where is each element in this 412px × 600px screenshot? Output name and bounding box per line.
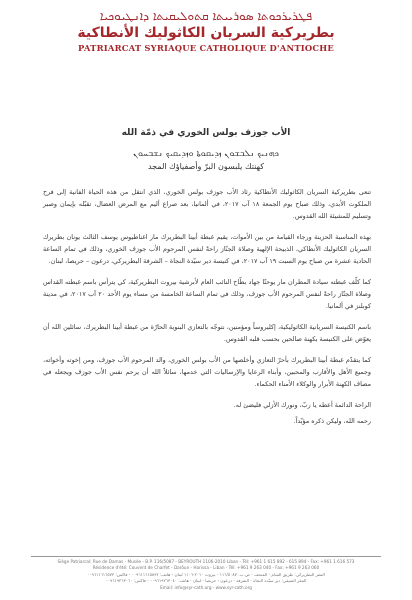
page-footer: [0, 556, 412, 591]
paragraph: رحمه الله، وليكن ذكره مؤبّداً.: [293, 417, 371, 425]
subtitle-syriac: ܟܗܢܝܟ ܢܠܒܫܘܢ ܙܕܝܩܘܬܐ ܘܙܕܝܩܝܟ ܢܫܒܚܘܢ: [133, 149, 279, 159]
subtitle-arabic: كهنتك يلبسون البرّ وأصفياؤك المجد: [147, 162, 265, 171]
letterhead-arabic: بطريركية السريان الكاثوليك الأنطاكية: [77, 25, 335, 41]
footer-contact: Email: info@syr-cath.org - www.syr-cath.org: [160, 584, 252, 590]
footer-divider: [31, 556, 381, 557]
page-title: الأب جوزف بولس الخوري في ذمّة الله: [121, 128, 291, 138]
paragraph: باسم الكنيسة السريانية الكاثوليكية، إكليروساً ومؤمنين، نتوجّه بالتعازي البنوية الحارّة من غبطة أبينا البطريرك، سائلين الله أن يعوّض على الكنيسة بكهنة صالحين بحسب قلبه القدوس.: [43, 323, 371, 343]
letterhead-syriac: ܦܛܪܝܪܟܘܬܐ ܣܘܪܝܝܬܐ ܩܬܘܠܝܩܝܬܐ ܕܐܢܛܝܘܟܝܐ: [99, 9, 313, 23]
paragraph: تنعى بطريركية السريان الكاثوليك الأنطاكية رئاد الأب جوزف بولس الخوري، الذي انتقل من هذه الحياة الفانية إلى فرح الملكوت الأبدي، وذلك صباح يوم الجمعة ١٨ آب ٢٠١٧، في ألمانيا، بعد صراع أليم مع المرض العضال، تقبّله بإيمان وصبر وتسليم للمشيئة الله القدوس.: [43, 188, 371, 220]
paragraph: كما كلّف غبطته سيادة المطران مار يوحنّا جهاد بطّاح النائب العام لأبرشية بيروت البطريركية، كي يترأس باسم غبطته القداس وصلاة الجنّاز راحةً لنفس المرحوم الأب جوزف، وذلك في تمام الساعة الخامسة من مساء يوم الأحد ٢٠ آب ٢٠١٧، في مدينة كوبلنز في ألمانيا.: [43, 278, 372, 310]
letterhead-french: PATRIARCAT SYRIAQUE CATHOLIQUE D'ANTIOCHE: [78, 43, 334, 53]
footer-address-french: Siège Patriarcal: Rue de Damas - Musée - B.P. 116/5087 - BEYROUTH 1106-2010 Liban - Tél: +961 1 615 892 - 615 894 - Fax: +961 1 616 573: [57, 559, 355, 564]
paragraph: كما يتقدّم غبطة أبينا البطريرك بأحرّ التعازي وأخلصها من الأب بولس الخوري، والد المرحوم الأب جوزف، ومن إخوته وأخواته، وجميع الأهل والأقارب والمحبين، وأبناء الرعايا والإرساليات التي خدمها، سائلاً الله أن يرحم نفس الأب جوزف ويجعله في مصاف الكهنة الأبرار والوكلاء الأمناء الحكماء.: [43, 356, 371, 388]
letterhead: [0, 8, 412, 54]
paragraph: الراحة الدائمة أعطه يا ربّ، ونورك الأزلي فليضئ له.: [233, 401, 371, 409]
footer-address-arabic: المقر البطريركي: طريق الشام - المتحف - ص.ب. ١١٦/٥٠٨٧ - بيروت ٢٠١٠-١١٠٦ لبنان - هاتف: ٠٠٩٦١١٦١٥٨٩٢ - فاكس: ٠٠٩٦١١٦١٦٥٧٣: [87, 571, 325, 577]
letter-body: [43, 186, 371, 431]
footer-summer-arabic: المقر الصيفي: دير سيّدة النجاة - الشرفة - درعون - حريصا - لبنان - هاتف: ٠٠٩٦١٩٢٦٣٠٤٠ - فاكس: ٠٠٩٦١٩٢٦٣٠٦٠: [105, 578, 307, 584]
paragraph: بهذه المناسبة الحزينة ورجاء القيامة من بين الأموات، يقيم غبطة أبينا البطريرك مار اغناطيوس يوسف الثالث يونان بطريرك السريان الكاثوليك الأنطاكي، الذبيحة الإلهية وصلاة الجنّاز راحةً لنفس المرحوم الأب جوزف الخوري، وذلك في تمام الساعة الحادية عشرة من صباح يوم السبت ١٩ آب ٢٠١٧، في كنيسة دير سيّدة النجاة – الشرفة البطريركي، درعون – حريصا، لبنان.: [43, 233, 371, 265]
footer-summer-french: Résidence d'été: Couvent de Charfet - Darôun - Harissa - Liban - Tél: +961 9 263 040 - Fax: +961 9 263 060: [92, 565, 320, 571]
